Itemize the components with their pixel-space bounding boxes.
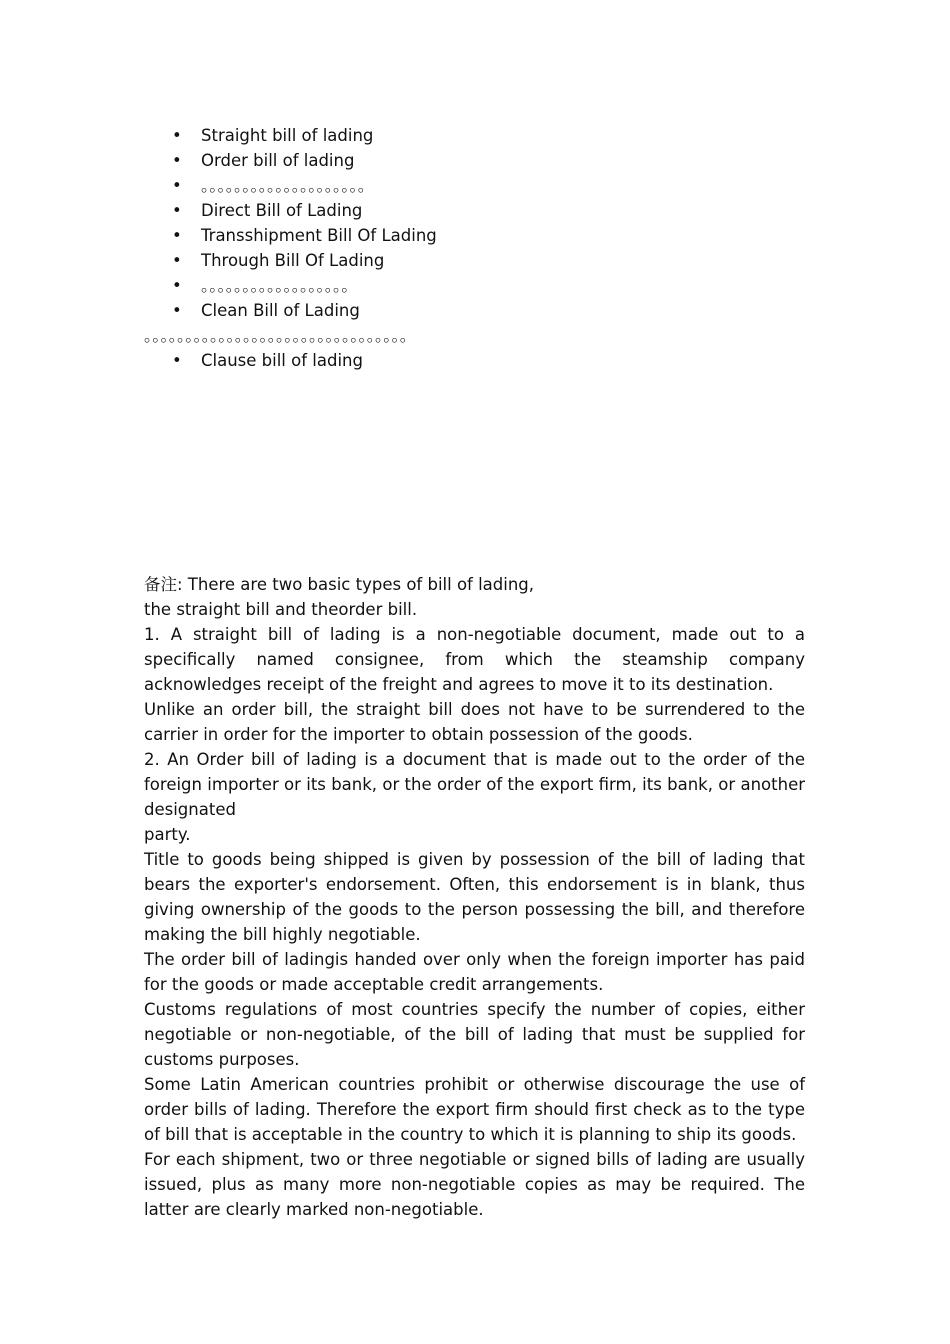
list-item-dots: 。。。。。。。。。。。。。。。。。。。。 bbox=[201, 176, 375, 195]
notes-heading-continued: the straight bill and theorder bill. bbox=[144, 600, 418, 619]
paragraph-customs: Customs regulations of most countries specify the number of copies, either negotiable or non-negotiable, of the bill of lading that must be supplied for customs purposes. bbox=[144, 1000, 805, 1069]
bullet-icon: • bbox=[172, 226, 182, 245]
bullet-icon: • bbox=[172, 126, 182, 145]
bullet-icon: • bbox=[172, 276, 182, 295]
bullet-icon: • bbox=[172, 351, 182, 370]
paragraph-latin-america: Some Latin American countries prohibit or otherwise discourage the use of order bills of lading. Therefore the export firm should first check as to the type of bill that is acceptable in the country to which it is planning to ship its goods. bbox=[144, 1075, 805, 1144]
list-separator-row bbox=[144, 323, 806, 348]
list-item-dots: 。。。。。。。。。。。。。。。。。。 bbox=[201, 276, 358, 295]
paragraph-title-to-goods: Title to goods being shipped is given by possession of the bill of lading that bears the exporter's endorsement. Often, this endorsement is in blank, thus giving ownership of the goods to the person possessing the bill, and therefore making the bill highly negotiable. bbox=[144, 850, 805, 944]
paragraph-order-bill: 2. An Order bill of lading is a document that is made out to the order of the foreign importer or its bank, or the order of the export firm, its bank, or another designated bbox=[144, 750, 805, 819]
list-item bbox=[144, 148, 806, 173]
list-item-text: Through Bill Of Lading bbox=[201, 251, 385, 270]
list-item bbox=[144, 173, 806, 198]
paragraph-shipment-copies: For each shipment, two or three negotiable or signed bills of lading are usually issued, plus as many more non-negotiable copies as may be required. The latter are clearly marked non-negotiable. bbox=[144, 1150, 805, 1219]
dotted-separator: 。。。。。。。。。。。。。。。。。。。。。。。。。。。。。。。。 bbox=[144, 326, 417, 345]
paragraph-handover: The order bill of ladingis handed over only when the foreign importer has paid for the goods or made acceptable credit arrangements. bbox=[144, 950, 805, 994]
list-item-text: Order bill of lading bbox=[201, 151, 355, 170]
list-item bbox=[144, 123, 806, 148]
list-item-text: Clean Bill of Lading bbox=[201, 301, 360, 320]
paragraph-straight-bill: 1. A straight bill of lading is a non-negotiable document, made out to a specifically named consignee, from which the steamship company acknowledges receipt of the freight and agrees to move it to its destination. bbox=[144, 625, 805, 694]
bullet-icon: • bbox=[172, 201, 182, 220]
list-item bbox=[144, 198, 806, 223]
bullet-icon: • bbox=[172, 301, 182, 320]
list-item bbox=[144, 223, 806, 248]
paragraph-straight-bill-surrender: Unlike an order bill, the straight bill does not have to be surrendered to the carrier in order for the importer to obtain possession of the goods. bbox=[144, 700, 805, 744]
list-item-text: Clause bill of lading bbox=[201, 351, 363, 370]
list-item bbox=[144, 273, 806, 298]
list-item-text: Direct Bill of Lading bbox=[201, 201, 363, 220]
list-item-text: Straight bill of lading bbox=[201, 126, 374, 145]
bullet-icon: • bbox=[172, 176, 182, 195]
list-item bbox=[144, 298, 806, 323]
notes-heading: 备注: There are two basic types of bill of lading, bbox=[144, 575, 535, 594]
list-item bbox=[144, 348, 806, 373]
bill-of-lading-types-list bbox=[144, 123, 806, 373]
notes-section bbox=[144, 572, 805, 1222]
list-item bbox=[144, 248, 806, 273]
list-item-text: Transshipment Bill Of Lading bbox=[201, 226, 437, 245]
bullet-icon: • bbox=[172, 251, 182, 270]
paragraph-order-bill-end: party. bbox=[144, 825, 191, 844]
bullet-icon: • bbox=[172, 151, 182, 170]
